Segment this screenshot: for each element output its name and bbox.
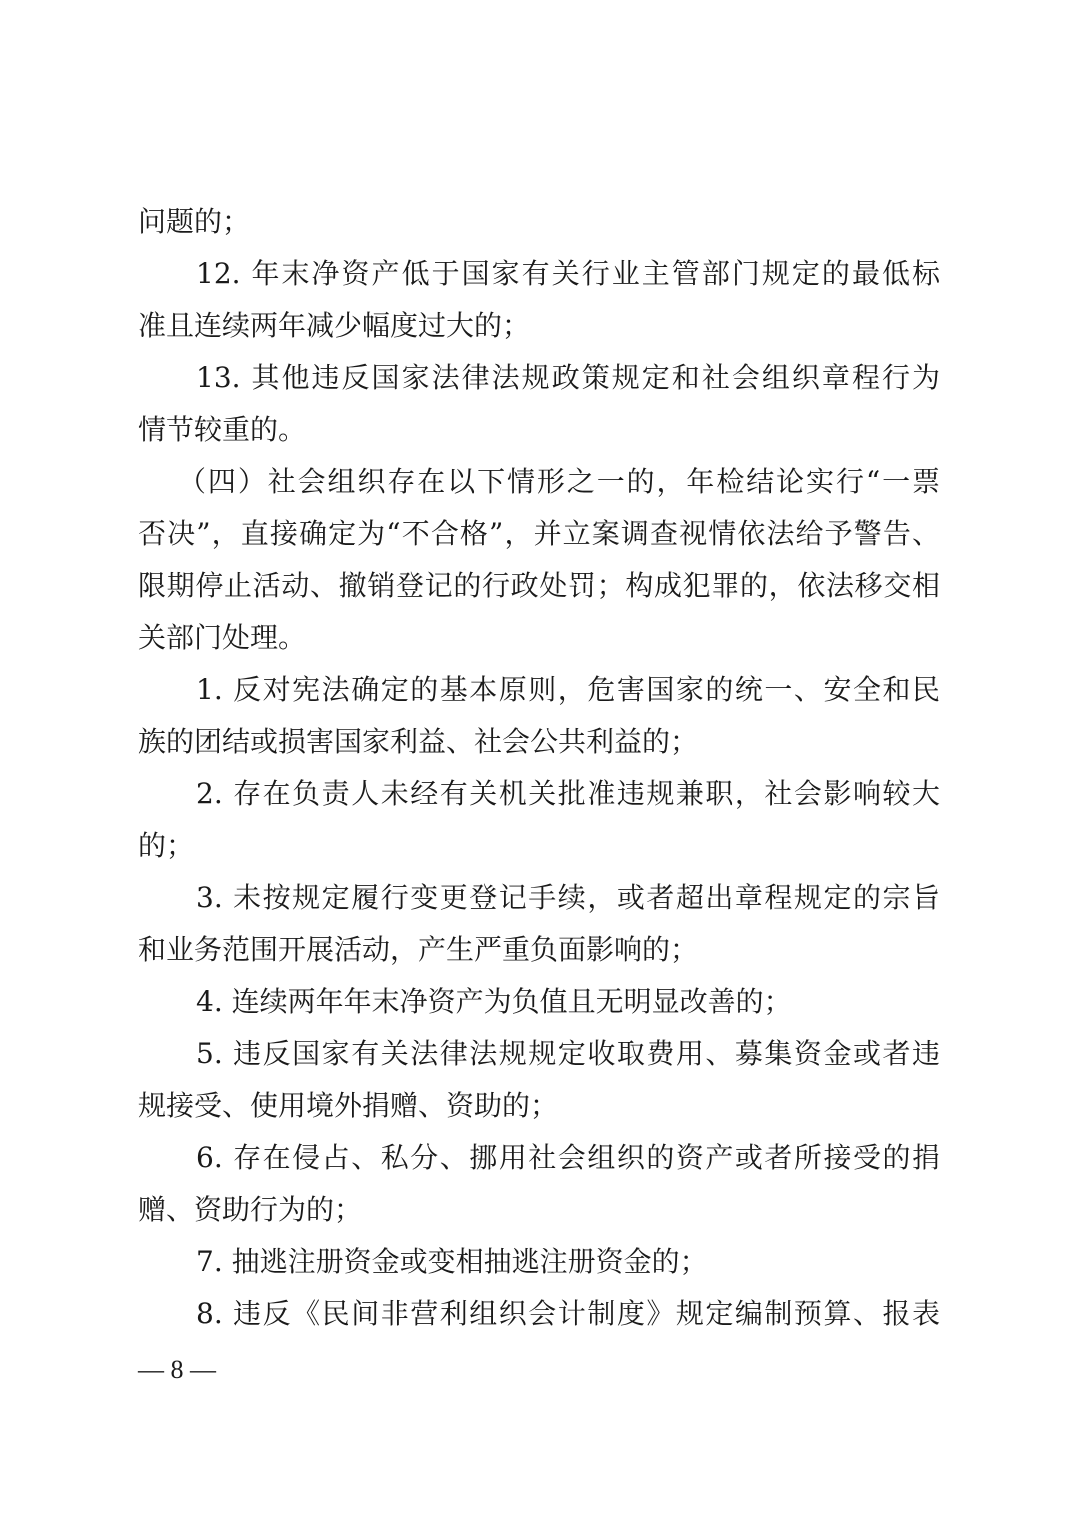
text-line-2: 12. 年末净资产低于国家有关行业主管部门规定的最低标 xyxy=(196,257,940,290)
text-line-9: 关部门处理。 xyxy=(138,621,307,654)
text-line-16: 4. 连续两年年末净资产为负值且无明显改善的； xyxy=(196,985,792,1018)
text-line-3: 准且连续两年减少幅度过大的； xyxy=(138,309,531,342)
text-line-19: 6. 存在侵占、私分、挪用社会组织的资产或者所接受的捐 xyxy=(196,1141,940,1174)
text-line-13: 的； xyxy=(138,829,195,862)
text-line-18: 规接受、使用境外捐赠、资助的； xyxy=(138,1089,559,1122)
text-line-10: 1. 反对宪法确定的基本原则，危害国家的统一、安全和民 xyxy=(196,673,940,706)
text-line-7: 否决”，直接确定为“不合格”，并立案调查视情依法给予警告、 xyxy=(138,517,940,550)
text-line-14: 3. 未按规定履行变更登记手续，或者超出章程规定的宗旨 xyxy=(196,881,940,914)
text-line-20: 赠、资助行为的； xyxy=(138,1193,363,1226)
text-line-5: 情节较重的。 xyxy=(138,413,307,446)
page-number: — 8 — xyxy=(138,1355,216,1384)
text-line-21: 7. 抽逃注册资金或变相抽逃注册资金的； xyxy=(196,1245,708,1278)
text-line-1: 问题的； xyxy=(138,205,251,238)
text-line-4: 13. 其他违反国家法律法规政策规定和社会组织章程行为 xyxy=(196,361,940,394)
text-line-11: 族的团结或损害国家利益、社会公共利益的； xyxy=(138,725,699,758)
text-line-12: 2. 存在负责人未经有关机关批准违规兼职，社会影响较大 xyxy=(196,777,940,810)
text-line-6: （四）社会组织存在以下情形之一的，年检结论实行“一票 xyxy=(178,465,940,498)
text-line-8: 限期停止活动、撤销登记的行政处罚；构成犯罪的，依法移交相 xyxy=(138,569,940,602)
text-line-15: 和业务范围开展活动，产生严重负面影响的； xyxy=(138,933,699,966)
text-line-17: 5. 违反国家有关法律法规规定收取费用、募集资金或者违 xyxy=(196,1037,940,1070)
text-line-22: 8. 违反《民间非营利组织会计制度》规定编制预算、报表 xyxy=(196,1297,940,1330)
